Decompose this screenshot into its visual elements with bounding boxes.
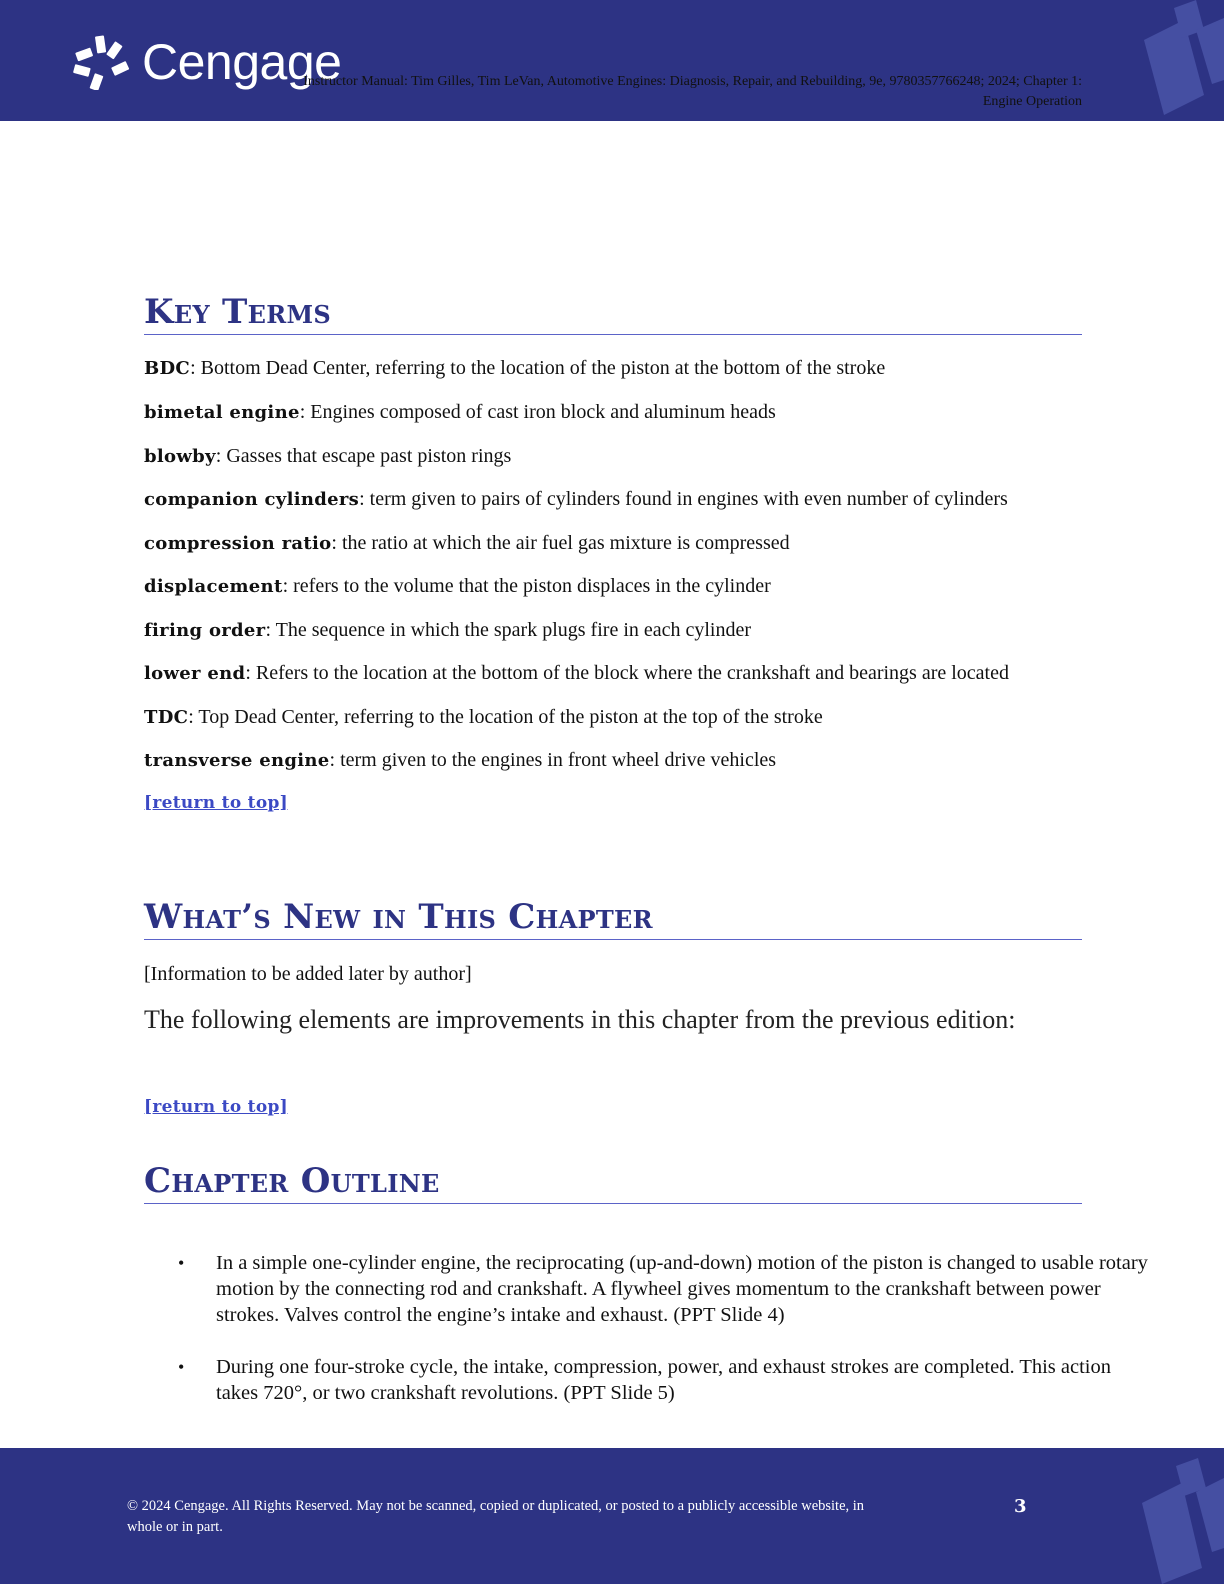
page-number: 3 [1014,1496,1027,1517]
author-note: [Information to be added later by author] [144,963,472,985]
return-to-top-link[interactable]: [return to top] [144,1097,288,1117]
page-header [0,0,1224,121]
term-definition: : The sequence in which the spark plugs fire in each cylinder [265,619,752,641]
brand-decoration-graphic [1134,0,1224,121]
improvements-lead: The following elements are improvements in this chapter from the previous edition: [144,1005,1016,1034]
bullet-icon: • [178,1253,185,1273]
term-name: companion cylinders [144,489,360,510]
term-definition: : Bottom Dead Center, referring to the location of the piston at the bottom of the stroke [190,357,886,379]
brand-name: Cengage [142,34,342,90]
cengage-logo-icon [72,34,132,90]
page-footer [0,1448,1224,1584]
header-caption-line2: Engine Operation [982,94,1082,109]
term-name: bimetal engine [144,402,300,423]
return-to-top-link[interactable]: [return to top] [144,793,288,813]
term-definition: : Engines composed of cast iron block and aluminum heads [299,401,776,423]
list-item [178,1250,1154,1328]
whats-new-heading: What’s New in This Chapter [144,897,1082,940]
term-name: compression ratio [144,533,332,554]
term-name: blowby [144,446,216,467]
term-name: lower end [144,663,246,684]
header-caption [190,72,1082,112]
term-item [144,618,751,643]
term-item [144,444,511,469]
term-item [144,487,1008,512]
bullet-icon: • [178,1357,185,1377]
term-name: transverse engine [144,750,330,771]
term-definition: : term given to pairs of cylinders found in engines with even number of cylinders [359,488,1008,510]
term-definition: : term given to the engines in front wheel drive vehicles [329,749,777,771]
term-name: displacement [144,576,283,597]
term-item [144,531,790,556]
term-item [144,661,1009,686]
term-name: firing order [144,620,266,641]
copyright-notice: © 2024 Cengage. All Rights Reserved. May not be scanned, copied or duplicated, or posted to a publicly accessible website, in whole or in part. [127,1498,865,1535]
header-caption-line1: Instructor Manual: Tim Gilles, Tim LeVan, Automotive Engines: Diagnosis, Repair, and Rebuilding, 9e, 9780357766248; 2024; Chapter 1: [303,74,1082,89]
chapter-outline-heading: Chapter Outline [144,1161,1082,1204]
outline-text: In a simple one-cylinder engine, the reciprocating (up-and-down) motion of the piston is changed to usable rotary motion by the connecting rod and crankshaft. A flywheel gives momentum to the crankshaft between power strokes. Valves control the engine’s intake and exhaust. (PPT Slide 4) [216,1252,1148,1326]
term-item [144,748,776,773]
outline-text: During one four-stroke cycle, the intake, compression, power, and exhaust strokes are completed. This action takes 720°, or two crankshaft revolutions. (PPT Slide 5) [216,1356,1111,1404]
brand-decoration-graphic [1134,1448,1224,1584]
key-terms-heading: Key Terms [144,292,1082,335]
term-definition: : refers to the volume that the piston displaces in the cylinder [282,575,771,597]
term-definition: : the ratio at which the air fuel gas mixture is compressed [331,532,790,554]
term-definition: : Gasses that escape past piston rings [215,445,512,467]
term-item [144,400,776,425]
term-item [144,356,885,381]
term-item [144,705,823,730]
term-definition: : Refers to the location at the bottom of the block where the crankshaft and bearings are located [245,662,1009,684]
term-item [144,574,771,599]
list-item [178,1354,1154,1406]
outline-list [144,1250,1154,1432]
term-definition: : Top Dead Center, referring to the location of the piston at the top of the stroke [188,706,823,728]
term-name: BDC [144,358,191,379]
term-name: TDC [144,707,189,728]
